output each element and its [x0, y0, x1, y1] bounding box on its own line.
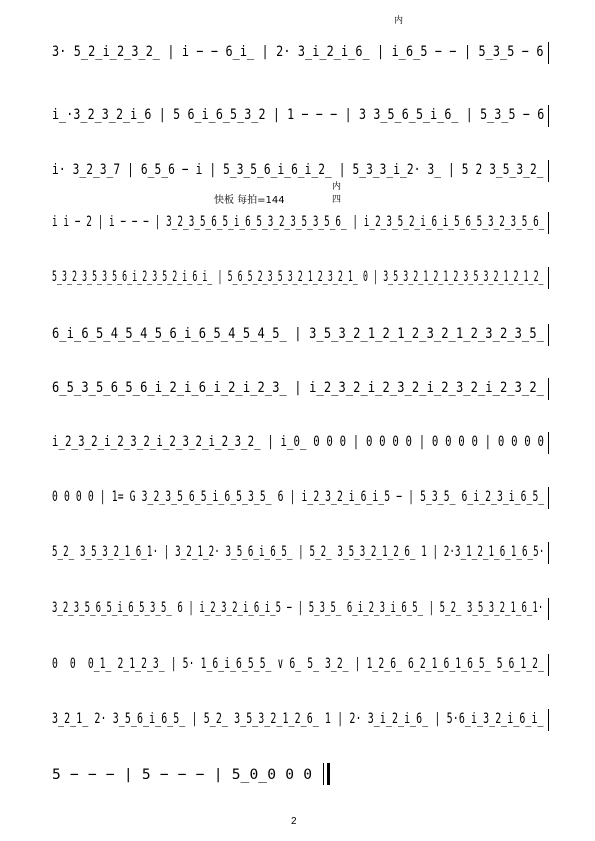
notation-line: 5̲3̲2̲3̲5̲3̲5̲6̲i̲2̲3̲5̲2̲i̲6̲i̲ | 5̲6̲5̲2̲3̲5̲3̲2̲1̲2̲3̲2̲1̲ 0 | 3̲5̲3̲2̲1̲2̲1̲2̲3̲5̲3̲2̲1̲2̲1̲2̲ [52, 268, 544, 285]
score-row-1 [52, 40, 547, 66]
score-row-13 [52, 707, 547, 733]
page-number: 2 [291, 816, 297, 827]
barline [548, 654, 549, 676]
notation-line: 5 − − − | 5 − − − | 5̲0̲0 0 0 [52, 766, 313, 783]
score-row-6 [52, 322, 547, 348]
barline [548, 267, 549, 289]
score-row-4 [52, 210, 547, 236]
notation-line: i̲2̲3̲2̲i̲2̲3̲2̲i̲2̲3̲2̲i̲2̲3̲2̲ | i̲0̲ 0 0 0 | 0 0 0 0 | 0 0 0 0 | 0 0 0 0 [52, 433, 545, 450]
notation-line: 6̲i̲6̲5̲4̲5̲4̲5̲6̲i̲6̲5̲4̲5̲4̲5̲ | 3̲5̲3̲2̲1̲2̲1̲2̲3̲2̲1̲2̲3̲2̲3̲5̲ [52, 325, 545, 342]
tempo-marking: 快板 每拍=144 [214, 195, 285, 206]
barline [548, 487, 549, 509]
fingering-mark: 四 [332, 195, 342, 205]
score-row-8 [52, 430, 547, 456]
score-row-12 [52, 652, 547, 678]
barline [548, 542, 549, 564]
notation-line: 6̲5̲3̲5̲6̲5̲6̲i̲2̲i̲6̲i̲2̲i̲2̲3̲ | i̲2̲3̲2̲i̲2̲3̲2̲i̲2̲3̲2̲i̲2̲3̲2̲ [52, 379, 545, 396]
score-row-3 [52, 158, 547, 184]
fingering-mark: 内 [332, 182, 342, 192]
barline [548, 42, 549, 64]
notation-line: i· 3̲2̲3̲7 | 6̲5̲6 − i | 5̲3̲5̲6̲i̲6̲i̲2̲ | 5̲3̲3̲i̲2· 3̲ | 5 2 3̲5̲3̲2̲ [52, 161, 544, 178]
barline [548, 432, 549, 454]
score-row-11 [52, 596, 547, 622]
score-row-2 [52, 103, 547, 129]
barline [548, 105, 549, 127]
barline [548, 378, 549, 400]
barline [548, 212, 549, 234]
notation-line: 3̲2̲1̲ 2· 3̲5̲6̲i̲6̲5̲ | 5̲2̲ 3̲5̲3̲2̲1̲2̲6̲ 1 | 2· 3̲i̲2̲i̲6̲ | 5·6̲i̲3̲2̲i̲6̲i̲ [52, 710, 544, 727]
score-row-7 [52, 376, 547, 402]
notation-line: 3· 5̲2̲i̲2̲3̲2̲ | i − − 6̲i̲ | 2· 3̲i̲2̲i̲6̲ | i̲6̲5 − − | 5̲3̲5 − 6 [52, 43, 544, 60]
notation-line: 3̲2̲3̲5̲6̲5̲i̲6̲5̲3̲5̲ 6 | i̲2̲3̲2̲i̲6̲i̲5 − | 5̲3̲5̲ 6̲i̲2̲3̲i̲6̲5̲ | 5̲2̲ 3̲5̲3̲2̲1̲6̲1· [52, 599, 544, 616]
notation-line: i i − 2 | i − − − | 3̲2̲3̲5̲6̲5̲i̲6̲5̲3̲2̲3̲5̲3̲5̲6̲ | i̲2̲3̲5̲2̲i̲6̲i̲5̲6̲5̲3̲2̲3̲5̲6̲ [52, 213, 545, 230]
barline [548, 709, 549, 731]
score-row-9 [52, 485, 547, 511]
final-barline-thin [323, 763, 324, 785]
final-barline-thick [327, 763, 330, 785]
notation-line: 0 0 0̲1̲ 2̲1̲2̲3̲ | 5· 1̲6̲i̲6̲5̲5̲ ∨ 6̲ 5̲ 3̲2̲ | 1̲2̲6̲ 6̲2̲1̲6̲1̲6̲5̲ 5̲6̲1̲2̲ [52, 655, 545, 672]
fingering-mark: 内 [394, 16, 404, 26]
barline [548, 598, 549, 620]
notation-line: 0 0 0 0 | 1= G 3̲2̲3̲5̲6̲5̲i̲6̲5̲3̲5̲ 6 | i̲2̲3̲2̲i̲6̲i̲5 − | 5̲3̲5̲ 6̲i̲2̲3̲i̲6̲5̲ [52, 488, 545, 505]
barline [548, 324, 549, 346]
score-row-10 [52, 540, 547, 566]
score-row-14 [52, 763, 547, 789]
notation-line: i̲·3̲2̲3̲2̲i̲6 | 5 6̲i̲6̲5̲3̲2 | 1 − − − | 3 3̲5̲6̲5̲i̲6̲ | 5̲3̲5 − 6 [52, 106, 545, 123]
notation-line: 5̲2̲ 3̲5̲3̲2̲1̲6̲1· | 3̲2̲1̲2· 3̲5̲6̲i̲6̲5̲ | 5̲2̲ 3̲5̲3̲2̲1̲2̲6̲ 1 | 2·3̲1̲2̲1̲6̲1̲6̲5· [52, 543, 545, 560]
score-row-5 [52, 265, 547, 291]
barline [548, 160, 549, 182]
